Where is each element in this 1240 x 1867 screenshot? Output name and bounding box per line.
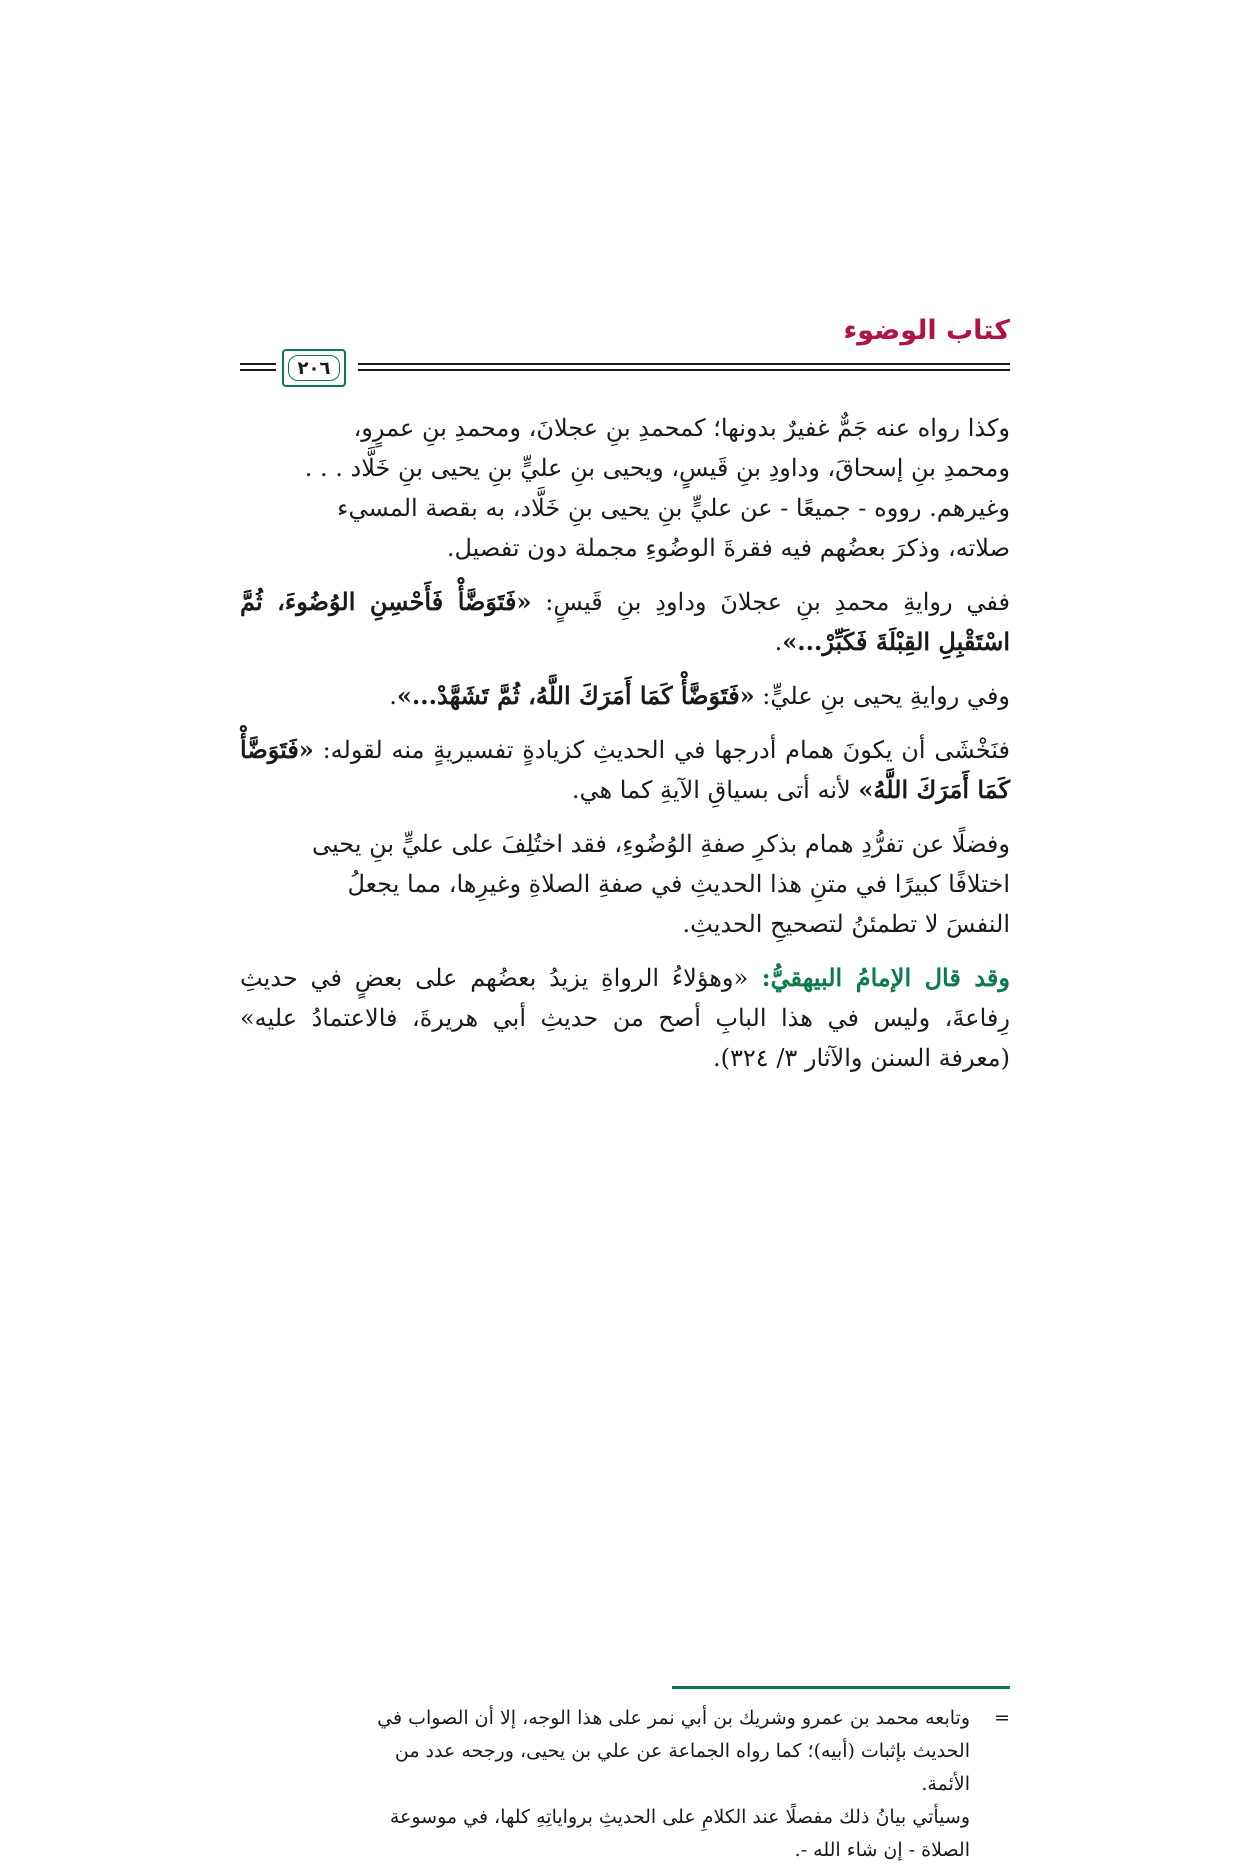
main-text xyxy=(240,408,1010,1092)
paragraph-text: لأنه أتى بسياقِ الآيةِ كما هي. xyxy=(571,776,859,804)
hadith-quote: «فَتَوَضَّأْ فَأَحْسِنِ الوُضُوءَ، ثُمَّ اسْتَقْبِلِ القِبْلَةَ فَكَبِّرْ...» xyxy=(240,587,1010,656)
paragraph-text: . xyxy=(774,628,783,656)
paragraph-3 xyxy=(240,676,1010,716)
footnote-line: وتابعه محمد بن عمرو وشريك بن أبي نمر على هذا الوجه، إلا أن الصواب في xyxy=(377,1707,970,1729)
paragraph-text: فنَخْشَى أن يكونَ همام أدرجها في الحديثِ كزيادةٍ تفسيريةٍ منه لقوله: xyxy=(313,736,1010,764)
paragraph-text: ففي روايةِ محمدِ بنِ عجلانَ وداودِ بنِ قَيسٍ: xyxy=(531,588,1010,616)
page-header xyxy=(240,315,1010,385)
text-line: وغيرهم. رووه - جميعًا - عن عليٍّ بنِ يحيى بنِ خَلَّاد، به بقصة المسيء xyxy=(337,494,1010,522)
book-title: كتاب الوضوء xyxy=(843,315,1010,346)
footnote-separator xyxy=(672,1686,1010,1689)
footnote-line: وسيأتي بيانُ ذلك مفصلًا عند الكلامِ على الحديثِ برواياتِهِ كلها، في موسوعة xyxy=(389,1806,970,1828)
paragraph-4 xyxy=(240,730,1010,810)
text-line: صلاته، وذكرَ بعضُهم فيه فقرةَ الوضُوءِ مجملة دون تفصيل. xyxy=(446,534,1010,562)
footnotes xyxy=(240,1702,1010,1867)
header-rule-bottom xyxy=(358,369,1010,371)
footnote-line: الحديث بإثبات (أبيه)؛ كما رواه الجماعة عن علي بن يحيى، ورجحه عدد من xyxy=(394,1740,970,1762)
header-rule-left-bottom xyxy=(240,369,276,371)
citation-text: «وهؤلاءُ الرواةِ يزيدُ بعضُهم على بعضٍ في حديثِ رِفاعةَ، وليس في هذا البابِ أصح من حديثِ أبي هريرةَ، فالاعتمادُ عليه» (معرفة السنن والآثار ٣/ ٣٢٤). xyxy=(240,964,1010,1072)
paragraph-1 xyxy=(240,408,1010,568)
hadith-quote: «فَتَوَضَّأْ كَمَا أَمَرَكَ اللَّهُ، ثُمَّ تَشَهَّدْ...» xyxy=(396,681,755,710)
footnote-line: الأئمة. xyxy=(921,1773,970,1795)
header-rule-left-top xyxy=(240,363,276,365)
text-line: اختلافًا كبيرًا في متنِ هذا الحديثِ في صفةِ الصلاةِ وغيرِها، مما يجعلُ xyxy=(347,870,1010,898)
text-line: وفضلًا عن تفرُّدِ همام بذكرِ صفةِ الوُضُوءِ، فقد اختُلِفَ على عليٍّ بنِ يحيى xyxy=(312,830,1010,858)
paragraph-6 xyxy=(240,958,1010,1078)
page-number: ٢٠٦ xyxy=(297,357,331,379)
footnote-marker: = xyxy=(994,1707,1010,1729)
paragraph-text: وفي روايةِ يحيى بنِ عليٍّ: xyxy=(754,682,1010,710)
paragraph-text: . xyxy=(389,682,397,710)
page-number-badge xyxy=(282,349,346,387)
text-line: ومحمدِ بنِ إسحاقَ، وداودِ بنِ قَيسٍ، ويحيى بنِ عليٍّ بنِ يحيى بنِ خَلَّاد . . . xyxy=(304,454,1010,482)
text-line: النفسَ لا تطمئنُ لتصحيحِ الحديثِ. xyxy=(682,910,1010,938)
paragraph-2 xyxy=(240,582,1010,662)
hadith-quote: «فَتَوَضَّأْ كَمَا أَمَرَكَ اللَّهُ» xyxy=(240,735,1010,804)
paragraph-5 xyxy=(240,824,1010,944)
footnote-body xyxy=(240,1702,1010,1867)
footnote-line: الصلاة - إن شاء الله -. xyxy=(794,1839,970,1861)
header-rule-top xyxy=(358,363,1010,365)
text-line: وكذا رواه عنه جَمٌّ غفيرٌ بدونها؛ كمحمدِ بنِ عجلانَ، ومحمدِ بنِ عمرٍو، xyxy=(353,414,1010,442)
citation-lead: وقد قال الإمامُ البيهقيُّ: xyxy=(748,963,1010,992)
